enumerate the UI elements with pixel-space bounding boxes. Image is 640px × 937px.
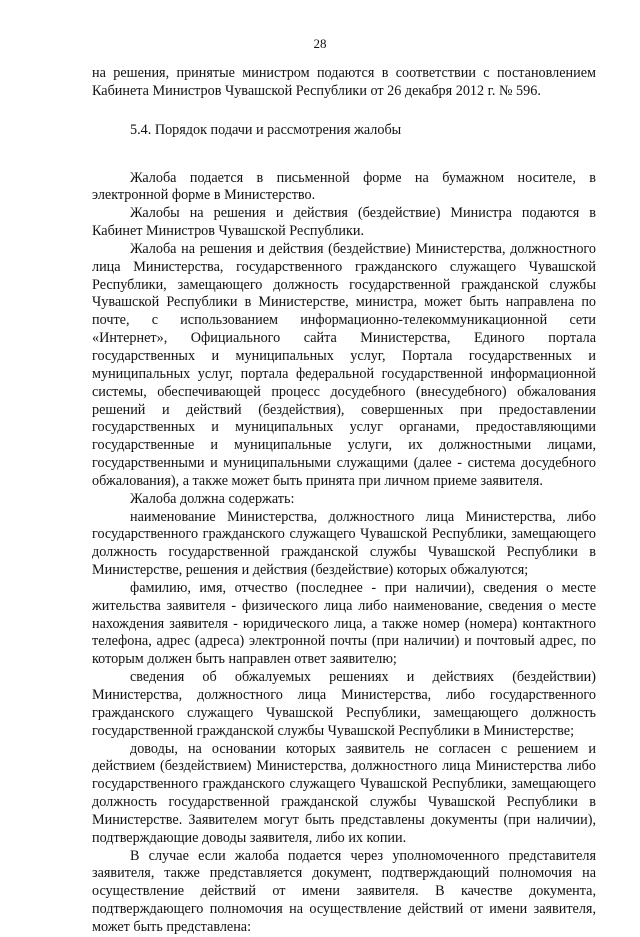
paragraph-contents-intro: Жалоба должна содержать: (130, 490, 295, 507)
section-heading: 5.4. Порядок подачи и рассмотрения жалобы (130, 121, 402, 138)
paragraph-item-arguments: доводы, на основании которых заявитель не согласен с решением и действием (бездействием) Министерства, должностного лица Министерства либо государственного гражданского служащего Чувашской Республики, замещающего должность государственной гражданской службы Чувашской Республики в Министерстве. Заявителем могут быть представлены документы (при наличии), подтверждающие доводы заявителя, либо их копии. (92, 740, 596, 846)
intro-paragraph: на решения, принятые министром подаются в соответствии с постановлением Кабинета Министров Чувашской Республики от 26 декабря 2012 г. № 596. (92, 65, 596, 99)
paragraph-item-decisions: сведения об обжалуемых решениях и действиях (бездействии) Министерства, должностного лица Министерства, либо государственного гражданского служащего Чувашской Республики, замещающего должность государственной гражданской службы Чувашской Республики в Министерстве; (92, 669, 596, 739)
paragraph-item-applicant-info: фамилию, имя, отчество (последнее - при наличии), сведения о месте жительства заявителя - физического лица либо наименование, сведения о месте нахождения заявителя - юридического лица, а также номер (номера) контактного телефона, адрес (адреса) электронной почты (при наличии) и почтовый адрес, по которым должен быть направлен ответ заявителю; (92, 579, 596, 668)
paragraph-submission-channels: Жалоба на решения и действия (бездействие) Министерства, должностного лица Министерства, государственного гражданского служащего Чувашской Республики, замещающего должность государственной гражданской службы Чувашской Республики в Министерстве, министра, может быть направлена по почте, с использованием информационно-телекоммуникационной сети «Интернет», Официального сайта Министерства, Единого портала государственных и муниципальных услуг, Портала государственных и муниципальных услуг, портала федеральной государственной информационной системы, обеспечивающей процесс досудебного (внесудебного) обжалования решений и действий (бездействия), совершенных при предоставлении государственных и муниципальных услуг органами, предоставляющими государственные и муниципальные услуги, их должностными лицами, государственными и муниципальными служащими (далее - система досудебного обжалования), а также может быть принята при личном приеме заявителя. (92, 240, 596, 489)
paragraph-item-name: наименование Министерства, должностного лица Министерства, либо государственного гражданского служащего Чувашской Республики, замещающего должность государственной гражданской службы Чувашской Республики в Министерстве, решения и действия (бездействие) которых обжалуются; (92, 508, 596, 579)
document-body (92, 65, 596, 937)
paragraph-complaints-minister: Жалобы на решения и действия (бездействие) Министра подаются в Кабинет Министров Чувашской Республики. (92, 205, 596, 240)
paragraph-representative: В случае если жалоба подается через уполномоченного представителя заявителя, также представляется документ, подтверждающий полномочия на осуществление действий от имени заявителя. В качестве документа, подтверждающего полномочия на осуществление действий от имени заявителя, может быть представлена: (92, 847, 596, 935)
page-number: 28 (313, 36, 327, 51)
paragraph-written-form: Жалоба подается в письменной форме на бумажном носителе, в электронной форме в Министерство. (92, 169, 596, 204)
